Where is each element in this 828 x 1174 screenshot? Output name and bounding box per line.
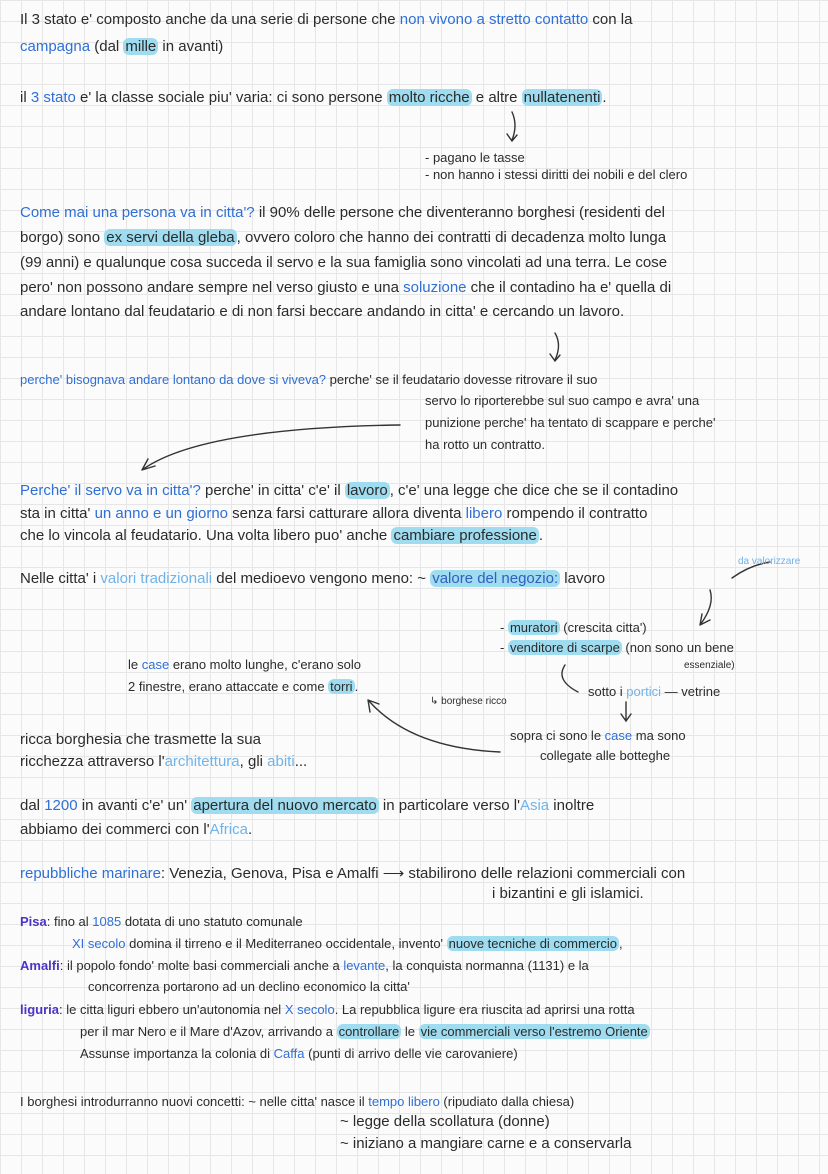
text-segment: inoltre <box>549 797 595 814</box>
text-segment: I borghesi introdurranno nuovi concetti: ~ nelle citta' nasce il <box>20 1094 369 1109</box>
text-segment: pero' non possono andare sempre nel verso giusto e una <box>20 279 404 296</box>
text-line <box>20 1000 635 1020</box>
text-segment: (crescita citta') <box>559 620 647 635</box>
text-line <box>20 481 678 501</box>
text-segment: borgo) sono <box>20 229 105 246</box>
arrow-down-icon <box>621 702 631 721</box>
text-segment: . <box>247 821 253 838</box>
text-line <box>20 278 671 298</box>
text-line <box>20 912 303 932</box>
colored-text: Come mai una persona va in citta'? <box>20 204 255 221</box>
highlighted-text: controllare <box>338 1024 400 1039</box>
text-segment: ricca borghesia che trasmette la sua <box>20 731 261 748</box>
text-segment: e' la classe sociale piu' varia: ci sono persone <box>75 89 387 106</box>
text-line <box>425 391 699 411</box>
text-line <box>20 752 307 772</box>
highlighted-text: vie commerciali verso l'estremo Oriente <box>420 1024 648 1039</box>
text-line <box>425 165 687 185</box>
arrow-left-curve-icon <box>142 425 400 470</box>
colored-text: architettura <box>164 753 240 770</box>
text-segment: ricchezza attraverso l' <box>20 753 165 770</box>
text-line <box>492 884 644 904</box>
highlighted-text: molto ricche <box>388 89 470 106</box>
text-segment: , ovvero coloro che hanno dei contratti di decadenza molto lunga <box>236 229 667 246</box>
text-line <box>20 88 607 108</box>
colored-text: un anno e un giorno <box>94 505 229 522</box>
text-line <box>20 864 685 884</box>
text-segment: concorrenza portarono ad un declino economico la citta' <box>88 979 410 994</box>
colored-text: liguria <box>20 1002 60 1017</box>
side-note <box>738 552 800 572</box>
highlighted-text: cambiare professione <box>393 527 537 544</box>
text-segment: ~ legge della scollatura (donne) <box>340 1113 550 1130</box>
text-segment: Assunse importanza la colonia di <box>80 1046 274 1061</box>
text-line <box>128 677 358 697</box>
text-line <box>20 730 261 750</box>
arrow-down-icon <box>507 112 517 141</box>
text-segment: del medioevo vengono meno: ~ <box>212 570 431 587</box>
colored-text: campagna <box>20 38 91 55</box>
text-line <box>20 504 647 524</box>
text-segment: Il 3 stato e' composto anche da una serie di persone che <box>20 11 400 28</box>
text-segment: ↳ borghese ricco <box>430 696 507 707</box>
text-segment: perche' in citta' c'e' il <box>200 482 345 499</box>
text-line <box>500 618 647 638</box>
colored-text: valori tradizionali <box>100 570 213 587</box>
text-segment: ... <box>294 753 308 770</box>
text-segment: : il popolo fondo' molte basi commerciali anche a <box>59 958 344 973</box>
text-segment: domina il tirreno e il Mediterraneo occidentale, invento' <box>125 936 447 951</box>
text-segment: dotata di uno statuto comunale <box>121 914 303 929</box>
text-segment: essenziale) <box>684 660 735 671</box>
text-segment: dal <box>20 797 45 814</box>
colored-text: 1085 <box>92 914 122 929</box>
text-line <box>500 638 734 658</box>
text-line <box>20 37 223 57</box>
colored-text: Asia <box>519 797 550 814</box>
text-line <box>510 726 686 746</box>
text-line <box>20 253 667 273</box>
text-segment: perche' se il feudatario dovesse ritrovare il suo <box>326 372 598 387</box>
colored-text: Pisa <box>20 914 47 929</box>
text-segment: in particolare verso l' <box>378 797 520 814</box>
highlighted-text: nuove tecniche di commercio <box>448 936 617 951</box>
text-line <box>80 1022 650 1042</box>
highlighted-text: ex servi della gleba <box>106 229 235 246</box>
colored-text: 1200 <box>44 797 78 814</box>
colored-text: Africa <box>209 821 248 838</box>
text-line <box>20 228 666 248</box>
text-segment: i bizantini e gli islamici. <box>492 885 644 902</box>
text-line <box>340 1112 550 1132</box>
text-line <box>20 203 665 223</box>
text-segment: - <box>500 620 508 635</box>
highlighted-text: mille <box>125 38 157 55</box>
text-line <box>20 370 597 390</box>
text-segment: ma sono <box>632 728 686 743</box>
colored-text: da valorizzare <box>738 556 801 567</box>
text-segment: e altre <box>471 89 522 106</box>
text-segment: , la conquista normanna (1131) e la <box>385 958 589 973</box>
colored-text: 3 stato <box>30 89 76 106</box>
text-segment: . La repubblica ligure era riuscita ad aprirsi una rotta <box>334 1002 635 1017</box>
highlighted-text: nullatenenti <box>523 89 601 106</box>
text-line <box>88 977 410 997</box>
text-line <box>20 569 605 589</box>
text-line <box>425 413 715 433</box>
text-segment: : Venezia, Genova, Pisa e Amalfi ⟶ stabilirono delle relazioni commerciali con <box>160 865 686 882</box>
text-line <box>20 820 252 840</box>
colored-text: perche' bisognava andare lontano da dove si viveva? <box>20 372 327 387</box>
text-line <box>430 692 507 712</box>
colored-text: X secolo <box>284 1002 335 1017</box>
text-segment: con la <box>588 11 633 28</box>
text-segment: ha rotto un contratto. <box>425 437 545 452</box>
highlighted-text: lavoro <box>346 482 388 499</box>
colored-text: soluzione <box>403 279 467 296</box>
arrow-down-icon <box>550 333 560 361</box>
text-segment: - non hanno i stessi diritti dei nobili e del clero <box>425 167 688 182</box>
text-segment: ~ iniziano a mangiare carne e a conservarla <box>340 1135 632 1152</box>
text-line <box>20 796 594 816</box>
text-line <box>80 1044 518 1064</box>
text-line <box>340 1134 631 1154</box>
text-segment: , c'e' una legge che dice che se il contadino <box>389 482 679 499</box>
text-segment: . <box>354 679 359 694</box>
text-segment: , gli <box>239 753 268 770</box>
text-line <box>128 655 361 675</box>
colored-text: portici <box>626 684 661 699</box>
text-line <box>20 10 632 30</box>
text-segment: che il contadino ha e' quella di <box>466 279 672 296</box>
highlighted-text: valore del negozio: <box>432 570 559 587</box>
text-segment: rompendo il contratto <box>502 505 648 522</box>
text-segment: (punti di arrivo delle vie carovaniere) <box>304 1046 518 1061</box>
text-segment: senza farsi catturare allora diventa <box>228 505 466 522</box>
text-segment: abbiamo dei commerci con l' <box>20 821 210 838</box>
highlighted-text: apertura del nuovo mercato <box>193 797 377 814</box>
bracket-icon <box>562 665 578 692</box>
text-segment: collegate alle botteghe <box>540 748 671 763</box>
text-segment: le <box>401 1024 419 1039</box>
text-segment: (ripudiato dalla chiesa) <box>439 1094 575 1109</box>
colored-text: abiti <box>267 753 295 770</box>
text-segment: : le citta liguri ebbero un'autonomia nel <box>59 1002 285 1017</box>
text-segment: in avanti c'e' un' <box>77 797 192 814</box>
text-segment: il 90% delle persone che diventeranno borghesi (residenti del <box>254 204 665 221</box>
colored-text: tempo libero <box>368 1094 440 1109</box>
text-line <box>588 682 720 702</box>
text-segment: Nelle citta' i <box>20 570 101 587</box>
text-segment: punizione perche' ha tentato di scappare e perche' <box>425 415 716 430</box>
text-segment: . <box>602 89 607 106</box>
text-segment: il <box>20 89 31 106</box>
text-segment: sta in citta' <box>20 505 95 522</box>
colored-text: repubbliche marinare <box>20 865 161 882</box>
highlighted-text: muratori <box>509 620 558 635</box>
colored-text: Perche' il servo va in citta'? <box>20 482 201 499</box>
text-segment: erano molto lunghe, c'erano solo <box>169 657 362 672</box>
colored-text: Amalfi <box>20 958 60 973</box>
colored-text: levante <box>343 958 386 973</box>
text-line <box>684 656 735 676</box>
text-segment: 2 finestre, erano attaccate e come <box>128 679 329 694</box>
colored-text: XI secolo <box>72 936 126 951</box>
text-segment: — vetrine <box>660 684 721 699</box>
colored-text: case <box>604 728 633 743</box>
text-segment: sopra ci sono le <box>510 728 605 743</box>
text-line <box>540 746 670 766</box>
text-line <box>72 934 623 954</box>
text-segment: (dal <box>90 38 124 55</box>
text-segment: andare lontano dal feudatario e di non farsi beccare andando in citta' e cercando un lavoro. <box>20 303 625 320</box>
text-segment: in avanti) <box>158 38 224 55</box>
text-line <box>20 1092 574 1112</box>
arrow-down-icon <box>700 590 711 625</box>
text-segment: (non sono un bene <box>621 640 734 655</box>
text-segment: - <box>500 640 508 655</box>
text-segment: per il mar Nero e il Mare d'Azov, arrivando a <box>80 1024 337 1039</box>
text-segment: lavoro <box>560 570 606 587</box>
highlighted-text: venditore di scarpe <box>509 640 620 655</box>
text-segment: (99 anni) e qualunque cosa succeda il servo e la sua famiglia sono vincolati ad una terra. Le cose <box>20 254 668 271</box>
text-line <box>425 435 545 455</box>
text-segment: che lo vincola al feudatario. Una volta libero puo' anche <box>20 527 392 544</box>
text-line <box>20 526 543 546</box>
colored-text: Caffa <box>273 1046 305 1061</box>
colored-text: case <box>141 657 170 672</box>
text-segment: : fino al <box>46 914 93 929</box>
text-line <box>20 302 624 322</box>
text-line <box>20 956 589 976</box>
text-segment: - pagano le tasse <box>425 150 525 165</box>
text-segment: , <box>619 936 623 951</box>
text-segment: . <box>538 527 544 544</box>
colored-text: libero <box>465 505 503 522</box>
text-segment: servo lo riporterebbe sul suo campo e avra' una <box>425 393 700 408</box>
highlighted-text: torri <box>330 679 353 694</box>
text-segment: sotto i <box>588 684 627 699</box>
text-segment: le <box>128 657 142 672</box>
colored-text: non vivono a stretto contatto <box>399 11 589 28</box>
